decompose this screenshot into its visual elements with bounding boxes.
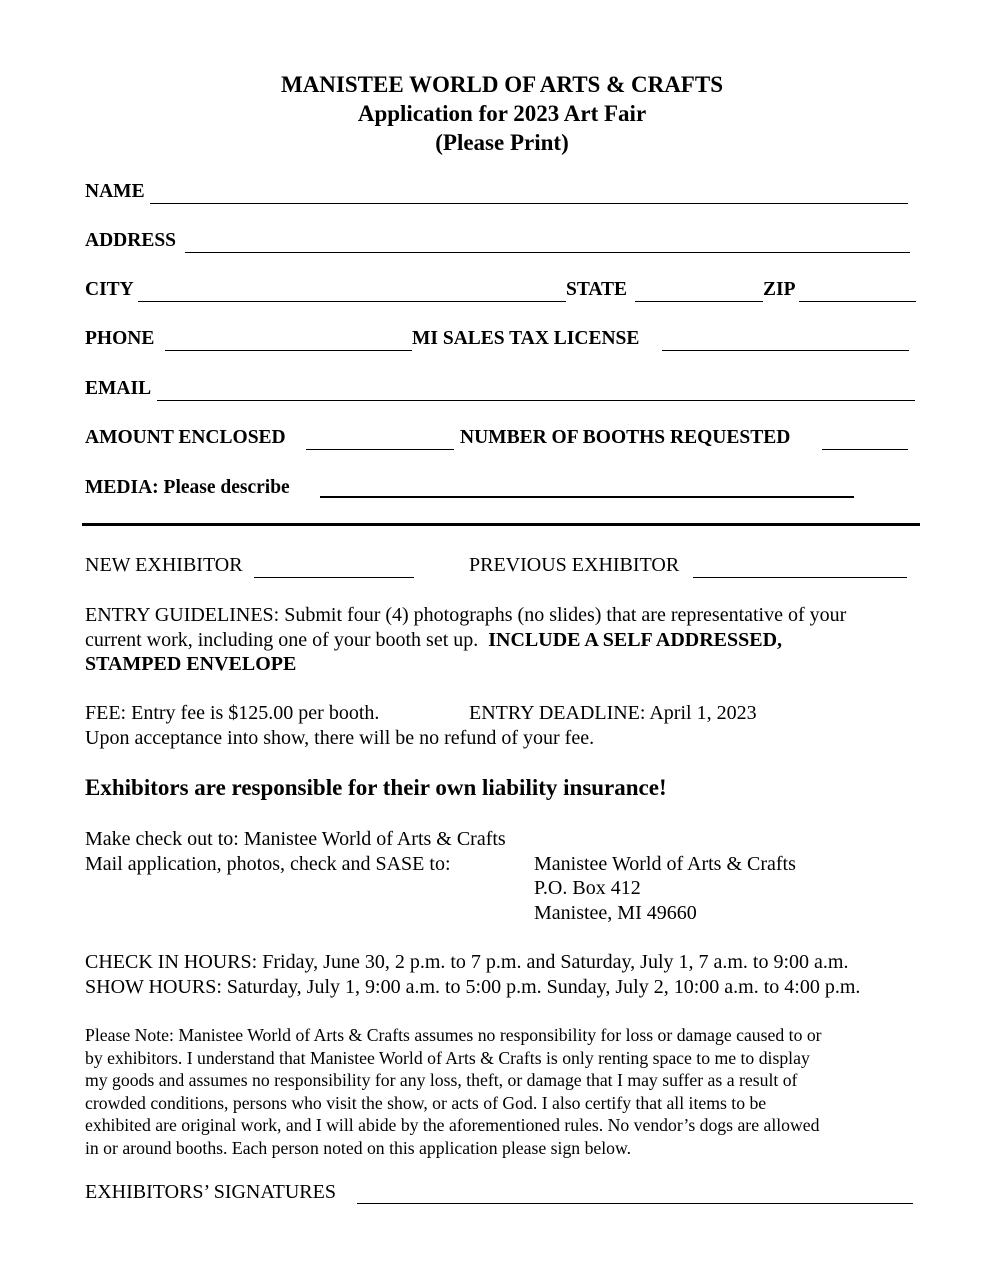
check-payable: Make check out to: Manistee World of Arts & Crafts (85, 828, 506, 850)
name-field[interactable] (152, 180, 910, 204)
media-label: MEDIA: Please describe (85, 477, 290, 498)
guidelines-line-2 (85, 628, 846, 653)
note-line: Please Note: Manistee World of Arts & Crafts assumes no responsibility for loss or damage caused to or (85, 1025, 822, 1045)
name-label: NAME (85, 181, 145, 202)
address-field[interactable] (187, 229, 913, 253)
signatures-field[interactable] (359, 1179, 915, 1203)
mail-instructions: Mail application, photos, check and SASE to: (85, 853, 451, 875)
signatures-underline (357, 1203, 913, 1204)
amount-label: AMOUNT ENCLOSED (85, 427, 286, 448)
media-field[interactable] (322, 474, 858, 498)
new-exhibitor-label: NEW EXHIBITOR (85, 554, 243, 576)
previous-exhibitor-field[interactable] (695, 553, 909, 577)
phone-field[interactable] (167, 327, 415, 351)
address-label: ADDRESS (85, 230, 177, 251)
state-label: STATE (566, 279, 628, 300)
previous-exhibitor-label: PREVIOUS EXHIBITOR (469, 554, 680, 576)
document-subtitle: Application for 2023 Art Fair (357, 101, 647, 126)
email-field[interactable] (159, 377, 917, 401)
state-field[interactable] (637, 278, 765, 302)
zip-label: ZIP (763, 279, 796, 300)
new-exhibitor-field[interactable] (256, 553, 416, 577)
city-field[interactable] (140, 278, 568, 302)
sales-tax-label: MI SALES TAX LICENSE (412, 328, 640, 349)
refund-policy: Upon acceptance into show, there will be no refund of your fee. (85, 727, 595, 749)
show-hours: SHOW HOURS: Saturday, July 1, 9:00 a.m. to 5:00 p.m. Sunday, July 2, 10:00 a.m. to 4:00 p.m. (85, 976, 861, 998)
booths-label: NUMBER OF BOOTHS REQUESTED (460, 427, 791, 448)
new-exhibitor-underline (254, 577, 414, 578)
mail-address-line-2: P.O. Box 412 (534, 877, 641, 899)
fee-text: FEE: Entry fee is $125.00 per booth. (85, 702, 380, 724)
guidelines-line-1: ENTRY GUIDELINES: Submit four (4) photographs (no slides) that are representative of your (85, 604, 847, 626)
email-label: EMAIL (85, 378, 152, 399)
zip-field[interactable] (801, 278, 919, 302)
guidelines-line-3 (85, 652, 846, 677)
note-line: exhibited are original work, and I will abide by the aforementioned rules. No vendor’s dogs are allowed (85, 1115, 820, 1136)
sales-tax-field[interactable] (664, 327, 912, 351)
mail-address-line-1: Manistee World of Arts & Crafts (534, 853, 796, 875)
section-divider (82, 523, 920, 526)
guidelines-stamped-envelope: STAMPED ENVELOPE (85, 653, 297, 675)
guidelines-line-2-text: current work, including one of your booth set up. (85, 628, 489, 651)
city-label: CITY (85, 279, 134, 300)
note-line: by exhibitors. I understand that Manistee World of Arts & Crafts is only renting space to me to display (85, 1047, 810, 1068)
liability-note (85, 1024, 822, 1160)
mail-address-line-3: Manistee, MI 49660 (534, 902, 697, 924)
print-instruction: (Please Print) (435, 130, 569, 155)
amount-field[interactable] (308, 426, 456, 450)
entry-guidelines (85, 603, 846, 677)
signatures-label: EXHIBITORS’ SIGNATURES (85, 1181, 336, 1203)
guidelines-include-sase: INCLUDE A SELF ADDRESSED, (488, 628, 783, 651)
phone-label: PHONE (85, 328, 155, 349)
note-line: in or around booths. Each person noted on this application please sign below. (85, 1137, 632, 1158)
note-line: crowded conditions, persons who visit the show, or acts of God. I also certify that all items to be (85, 1092, 767, 1113)
note-line: my goods and assumes no responsibility for any loss, theft, or damage that I may suffer as a result of (85, 1070, 798, 1091)
insurance-notice: Exhibitors are responsible for their own liability insurance! (85, 775, 667, 800)
booths-field[interactable] (824, 426, 912, 450)
previous-exhibitor-underline (693, 577, 907, 578)
document-title: MANISTEE WORLD OF ARTS & CRAFTS (280, 72, 723, 97)
check-in-hours: CHECK IN HOURS: Friday, June 30, 2 p.m. to 7 p.m. and Saturday, July 1, 7 a.m. to 9:00 a.m. (85, 951, 849, 973)
entry-deadline: ENTRY DEADLINE: April 1, 2023 (469, 702, 757, 724)
